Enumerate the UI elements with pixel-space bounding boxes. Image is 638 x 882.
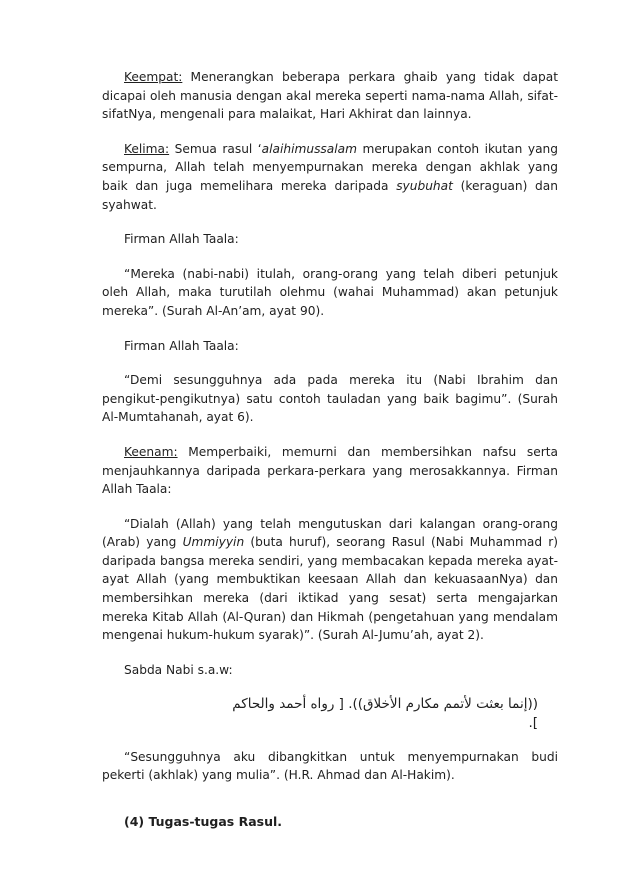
paragraph-kelima xyxy=(102,140,558,214)
text-keempat: Menerangkan beberapa perkara ghaib yang tidak dapat dicapai oleh manusia dengan akal mereka seperti nama-nama Allah, sifat-sifatNya, mengenali para malaikat, Hari Akhirat dan lainnya. xyxy=(102,70,558,122)
label-keempat: Keempat: xyxy=(124,70,183,84)
text-kelima-1: Semua rasul ‘ xyxy=(169,141,262,156)
paragraph-keempat xyxy=(102,68,558,124)
sabda-label: Sabda Nabi s.a.w: xyxy=(124,662,233,677)
document-page xyxy=(102,68,558,847)
text-kelima-italic-2: syubuhat xyxy=(396,178,453,193)
label-kelima: Kelima: xyxy=(124,141,170,156)
label-keenam: Keenam: xyxy=(124,444,178,459)
firman-label-1: Firman Allah Taala: xyxy=(124,232,239,247)
firman-label-2: Firman Allah Taala: xyxy=(124,338,239,353)
text-kelima-2: merupakan contoh ikutan yang sempurna, Allah telah menyempurnakan mereka dengan akhlak yang baik dan juga memelihara mereka daripada xyxy=(102,141,558,193)
arabic-hadith: ((إنما بعثت لأتمم مكارم الأخلاق)). [ رواه أحمد والحاكم ]. xyxy=(232,696,538,732)
quote-jumuah-italic: Ummiyyin xyxy=(182,535,245,550)
quote-mumtahanah: “Demi sesungguhnya ada pada mereka itu (Nabi Ibrahim dan pengikut-pengikutnya) satu contoh tauladan yang baik bagimu”. (Surah Al-Mumtahanah, ayat 6). xyxy=(102,373,558,425)
text-kelima-3: (keraguan) dan syahwat. xyxy=(102,178,558,212)
quote-jumuah xyxy=(102,515,558,645)
section-heading: (4) Tugas-tugas Rasul. xyxy=(124,813,283,829)
paragraph-keenam xyxy=(102,443,558,499)
text-kelima-italic-1: alaihimussalam xyxy=(261,141,357,156)
quote-jumuah-2: (buta huruf), seorang Rasul (Nabi Muhammad r) daripada bangsa mereka sendiri, yang membacakan kepada mereka ayat-ayat Allah (yang membuktikan keesaan Allah dan kekuasaanNya) dan membersihkan mereka (dari iktikad yang sesat) serta mengajarkan mereka Kitab Allah (Al-Quran) dan Hikmah (pengetahuan yang mendalam mengenai hukum-hukum syarak)”. (Surah Al-Jumu’ah, ayat 2). xyxy=(102,535,559,643)
quote-anam: “Mereka (nabi-nabi) itulah, orang-orang yang telah diberi petunjuk oleh Allah, maka turutilah olehmu (wahai Muhammad) akan petunjuk mereka”. (Surah Al-An’am, ayat 90). xyxy=(102,266,558,318)
quote-jumuah-1: “Dialah (Allah) yang telah mengutuskan dari kalangan orang-orang (Arab) yang xyxy=(102,516,558,550)
quote-hadith-translation: “Sesungguhnya aku dibangkitkan untuk menyempurnakan budi pekerti (akhlak) yang mulia”. (H.R. Ahmad dan Al-Hakim). xyxy=(102,749,558,783)
text-keenam: Memperbaiki, memurni dan membersihkan nafsu serta menjauhkannya daripada perkara-perkara yang merosakkannya. Firman Allah Taala: xyxy=(102,444,558,497)
